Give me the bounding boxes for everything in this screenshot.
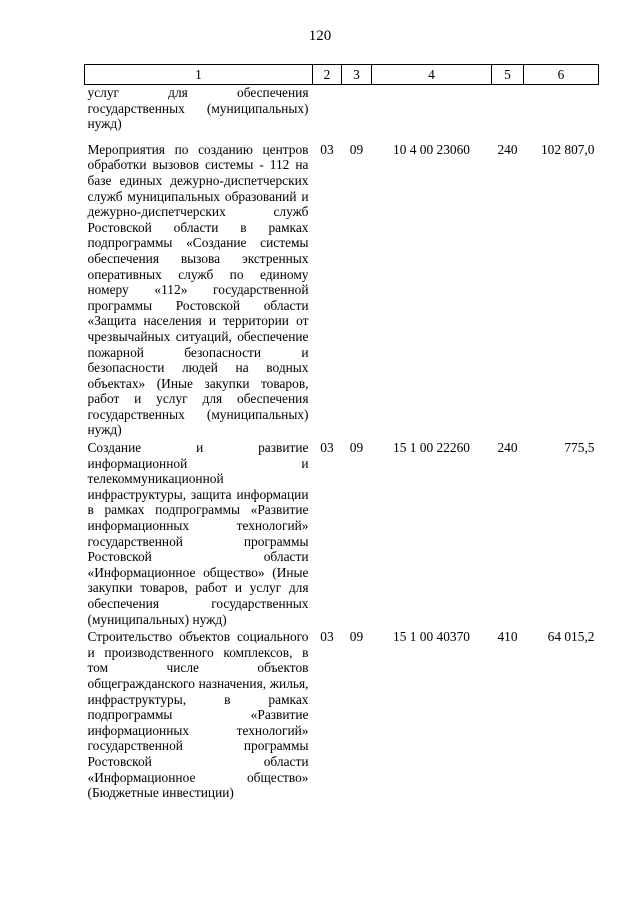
row-amount: 102 807,0 <box>540 141 595 157</box>
table-row <box>85 85 599 142</box>
col-header-amount: 6 <box>524 65 599 85</box>
row-target-article: 15 1 00 40370 <box>393 629 470 645</box>
row-expense-type: 240 <box>497 141 518 157</box>
table-row <box>85 438 599 627</box>
budget-table <box>84 64 599 801</box>
page-number: 120 <box>308 28 332 44</box>
col-header-expense-type: 5 <box>492 65 524 85</box>
row-amount: 64 015,2 <box>547 629 595 645</box>
col-header-subsection: 3 <box>342 65 372 85</box>
row-amount <box>524 85 599 142</box>
row-expense-type: 240 <box>497 440 518 456</box>
row-section: 03 <box>320 629 334 645</box>
row-section: 03 <box>320 440 334 456</box>
table-row <box>85 142 599 438</box>
row-target-article: 15 1 00 22260 <box>393 440 470 456</box>
row-name: услуг для обеспечения государственных (муниципальных) нужд) <box>87 85 309 132</box>
row-name: Строительство объектов социального и производственного комплексов, в том числе объектов общегражданского назначения, жилья, инфраструктуры, в рамках подпрограммы «Развитие информационных технологий» государственной программы Ростовской области «Информационное общество» (Бюджетные инвестиции) <box>87 629 309 801</box>
row-subsection <box>342 85 372 142</box>
table-row <box>85 627 599 801</box>
row-subsection: 09 <box>349 141 364 157</box>
row-target-article: 10 4 00 23060 <box>393 141 470 157</box>
row-name: Создание и развитие информационной и телекоммуникационной инфраструктуры, защита информации в рамках подпрограммы «Развитие информационных технологий» государственной программы Ростовской области «Информационное общество» (Иные закупки товаров, работ и услуг для обеспечения государственных (муниципальных) нужд) <box>87 440 309 627</box>
col-header-name: 1 <box>85 65 313 85</box>
header-row <box>85 65 599 85</box>
col-header-section: 2 <box>313 65 342 85</box>
col-header-target-article: 4 <box>372 65 492 85</box>
row-section: 03 <box>320 141 334 157</box>
row-amount: 775,5 <box>564 440 595 456</box>
row-expense-type <box>492 85 524 142</box>
row-name: Мероприятия по созданию центров обработки вызовов системы - 112 на базе единых дежурно-диспетчерских служб муниципальных образований и дежурно-диспетчерских служб Ростовской области в рамках подпрограммы «Создание системы обеспечения вызова экстренных оперативных служб по единому номеру «112» государственной программы Ростовской области «Защита населения и территории от чрезвычайных ситуаций, обеспечение пожарной безопасности и безопасности людей на водных объектах» (Иные закупки товаров, работ и услуг для обеспечения государственных (муниципальных) нужд) <box>87 141 309 438</box>
row-subsection: 09 <box>349 440 364 456</box>
row-subsection: 09 <box>349 629 364 645</box>
row-section <box>313 85 342 142</box>
row-expense-type: 410 <box>497 629 518 645</box>
row-target-article <box>372 85 492 142</box>
